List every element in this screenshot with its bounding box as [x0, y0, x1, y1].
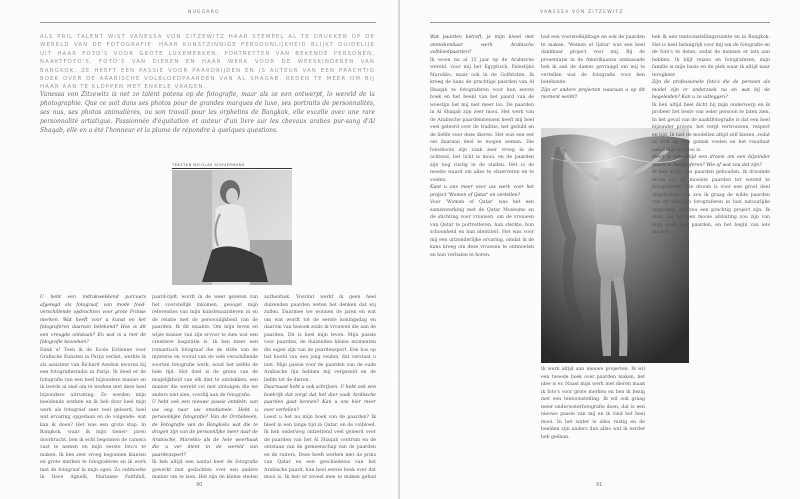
answer-1b: Voor 'Women of Qatar' was het een samenwerking met de Qatar Museums en de stichting voor vrouwen, om de vrouwen van Qatar te portretteren, hun sterkte, hun schoonheid en hun identiteit. Het was voor mij een uitzonderlijke ervaring, omdat ik de kans kreeg om deze vrouwen te ontmoeten en hun verhalen te horen.	[430, 200, 534, 258]
lead-paragraph: ALS PRIL TALENT WIST VANESSA VON ZITZEWITZ HAAR STEMPEL AL TE DRUKKEN OP DE WERELD VAN DE FOTOGRAFIE. HAAR KUNSTZINNIGE PERSOONLIJKHEID BLIJKT DUIDELIJK UIT HAAR FOTO'S VOOR GROTE LUXEMERKEN, PORTRETTEN VAN BEKENDE PERSONEN, NAAKTFOTO'S, FOTO'S VAN DIEREN EN HAAR WERK VOOR DE WEESKINDEREN VAN BANGKOK. ZE HEEFT EEN PASSIE VOOR PAARDRIJDEN EN IS AUTEUR VAN EEN PRACHTIG BOEK OVER DE ARABISCHE VOLBLOEDPAARDEN VAN AL SHAGAB. REDEN TE MEER OM BIJ HAAR AAN TE KLOPPEN MET ENKELE VRAGEN.	[40, 34, 375, 91]
answer-2: had een voorstelbijdrage en ook de paarden te maken. 'Women of Qatar' was een heel dankbaar project voor mij. Bij de presentatie in de Amerikaanse ambassade heb ik aan de dames gevraagd om mij te vertellen wat de fotografie voor hen betekende.	[541, 35, 645, 85]
question-5: Heeft u ook altijd een droom om een bijzonder paard te fotograferen? Wie of wat zou dat zijn?	[652, 155, 770, 168]
top-rule	[430, 22, 770, 23]
intro-paragraph: Vanessa von Zitzewitz is net zo talent potens op de fotografie, maar als ze een ontwerpt, lo wereld de la photographie. Que ce soit dans ses photos pour de grandes marques de luxe, ses portraits de personnalités, ses nus, ses photos animalières, ou son travail pour les orphelins de Bangkok, elle excelle avec une rare personnalité artistique. Passionnée d'équitation et auteur d'un livre sur les chevaux arabes pur-sang d'Al Shaqab, elle en a été l'honneur et la plume de répondre à quelques questions.	[40, 91, 375, 134]
question-2: Kunt u ons meer over uw werk voor het project 'Women of Qatar' en vertellen?	[430, 185, 534, 198]
answer-2: paard-rijdt, wordt in de weer gezeten van het voorstellijk inkomen, geoogst mijn referenties van mijn kunstenaarsleven in en de relatie met de persoonlijkheid van de paarden. Ik dit maakte. Om mijn leven en wijze manier van zijn ervoor te zien wat een creatieve inspiratie is. Ik ben meer een romantisch fotograaf die de stilte van de mysterie en vooral van de vele verschillende soorten fotografie werk, nooit het zelfde de hele tijd. Het doel is de grens van de mogelijkheid van elk dier te ontdekken, een manier die wereld vol met zintuigen die we anders niet zien, voorbij aan de fotografie.	[152, 295, 258, 398]
answer-3b: Leest u het nu mijn boek van de paarden? Ik bleef in een lange tijd in Qatar, en de volbloed. Ik heb onderweg ontzettend veel geleerd over de paarden van het Al Shaqab centrum en de ontstaan van de gemeenschap van de paarden en de ruiters. Deze heeft werken met de prins van Qatar en een geschiedenis van het Arabische paard, hun heel eerste boek over dat mooi is. Ik heb er zoveel mee te maken gehad	[264, 415, 376, 480]
page-number: 91	[596, 482, 603, 488]
answer-2b: Ik werk altijd aan nieuwe projecten. Ik wil een tweede boek over paarden maken, het idee is er. Naast mijn werk met dieren maak ik foto's voor grote merken en ben ik bezig met een tentoonstelling. Ik wil ook graag meer onderwaterfotografie doen, dat is een nieuwe passie van mij en ik vind het heel mooi. In het water is alles rustig en de beelden zijn anders dan alles wat ik eerder heb gedaan.	[541, 367, 645, 440]
question-1: Wat paarden betreft, je mijn knoei met onmiskenbaar werk Arabische volbloedpaarden?	[430, 35, 534, 55]
right-column-3	[652, 34, 770, 480]
answer-1: Ik woon nu al 15 jaar op de Arabische wereld, voor mij het Egyptisch, Palestijns Marokko, maar ook in de Golfstaten. Ik kreeg de kans de prachtige paarden van Al Shaqab te fotograferen voor hun eerste boek en het beeld van het paard van de woestijn liet mij niet meer los. De paarden in Al Shaqab zijn zeer mooi. Het werk van de Arabische paardenmensen heeft mij heel veel geleerd over de traditie, het geduld en de liefde voor deze dieren. Het was een eer om daaraan deel te mogen nemen. Die fotoshoots zijn vaak zeer vroeg in de ochtend, het licht is mooi, en de paarden zijn nog rustig in de stallen. Het is de moeite waard om alles te observeren en te voelen.	[430, 57, 534, 183]
running-head: VANESSA VON ZITZEWITZ	[540, 10, 624, 15]
right-column-2-bottom	[541, 366, 645, 480]
question-1: U hebt een indrukwekkend parcours afgelegd als fotograaf, van mode food-verschillende opdrachten voor grote Franse merken. Wat heeft voor u kunst en het fotograferen daarvan betekend? Hoe is dit een vreugde ontstaan? En wat is u met de fotografie bezoeken?	[40, 295, 146, 345]
portrait-photo	[172, 170, 292, 285]
answer-3: heb ik een tentoonstellingsruimte en in Bangkok. Het is heel belangrijk voor mij om de fotografie en de foto's te delen, zodat de mensen er iets aan hebben. Ik blijf reizen en fotograferen, mijn familie is mijn basis en de plek waar ik altijd naar terugkeer.	[652, 35, 770, 78]
question-4: Zijn de professionele foto's die de persoon als model zijn er onderzoek na en wat bij de begeleiden? Kan u ze uitleggen?	[652, 80, 770, 100]
left-column-2	[152, 294, 258, 480]
answer-2b: Ik heb altijd een aantal keer de fotografie gewerkt met gedachten over een andere manier om te zien. Het zijn de kleine steden	[152, 460, 258, 480]
photo-credit: TEKSTEN NICOLAS SCHUERMANS	[172, 163, 292, 169]
page-number: 90	[196, 482, 203, 488]
portrait-photo-icon	[172, 170, 292, 285]
right-column-2-top	[541, 34, 645, 126]
left-column-3	[264, 294, 376, 480]
top-rule	[40, 22, 376, 23]
running-head: NUGGARO	[188, 10, 220, 15]
question-3: Zijn er andere projecten waaraan u op dit moment werkt?	[541, 87, 645, 100]
answer-3: authentiek. Voordat werkt ik geen heel duizenden paarden weten het denken dat wij zullen. Daarmee we wonnen de jaren en wat om wat wordt tot de eerste koningsdag en daarom van bezoek zoals ik vrouwen die aan de paarden. Dit is heel mijn leven. Mijn passie voor paarden, de duizenden kleine momenten die eigen zijn van de paardensport. Een kus op het hoofd van een jong veulen, dat verstaat u niet. Mijn passie voor de paarden van de oude Arabische lijn hebben mij vergezeld en de liefde tot de dieren.	[264, 295, 376, 383]
answer-1: Dank u! Toen ik de Ecole Estienne voor Grafische Kunsten in Parijs verliet, werkte ik als assistent van Richard Avedon tevoren bij een fotografiestudio in Parijs. Ik deed er de fotografie van een heel bijzondere manier en ik leerde al snel om te werken met deze heel bijzondere uitrusting. Zo werden mijn beeldende werken en ik heb door heel mijn werk als fotograaf zeer veel geleerd, heel wat ervaring opgedaan en de volgende: wat kan ik doen? Het was een grote stap. In Bangkok, waar ik mijn tiener- jaren doorbracht, ben ik echt begonnen de camera vast te nemen en mijn eerste foto's te maken. Ik ben zeer vroeg begonnen klanten en grote merken te fotograferen en ik werk met de fotograaf in mijn ogen. Zo ontmoette ik Dave Agnelli, Marianne Faithfull,	[40, 347, 146, 480]
left-column-1	[40, 294, 146, 480]
question-3: Daarnaast hebt u ook schrijven. U hebt ook een boekrijk dat zorgt dat het dier vaak Arabische paarden gaat kennen? Kan u ons hier meer over vertellen?	[264, 385, 376, 413]
answer-3c: Ik heb altijd van paarden gehouden, ik droomde ervan om de mooiste paarden ter wereld te fotograferen. Die droom is voor een groot deel uitgekomen. Nu zou ik graag de wilde paarden van de woestijn fotograferen in hun natuurlijke omgeving, dat zou een prachtig project zijn. Ik denk dat het een mooie afsluiting zou zijn van mijn werk met paarden, en het begin van iets nieuws.	[652, 170, 770, 235]
right-column-1	[430, 34, 534, 480]
answer-3b: Ik ben altijd heel dicht bij mijn onderwerp en ik probeer het beste van ieder persoon te laten zien. In het geval van de naaktfotografie is dat een heel bijzonder proces, het vergt vertrouwen, respect en tijd. Ik laat de modellen altijd zelf kiezen, zodat ze zich op hun gemak voelen en het resultaat natuurlijk en mooi is.	[652, 102, 770, 153]
right-page	[400, 0, 800, 499]
question-2: U hebt ook een nieuwe passie ontdekt: van uw oog naar uw emotionele. Hebt u persoonlijke fotografie? Van de Orchideeën, de Fotografie van de Bangkoks wat die te dragen zijn van de persoonlijke meer naar de Arabische, Marokko als de hele weerhaak die u ver dient in de wereld van paardensport?	[152, 400, 258, 458]
